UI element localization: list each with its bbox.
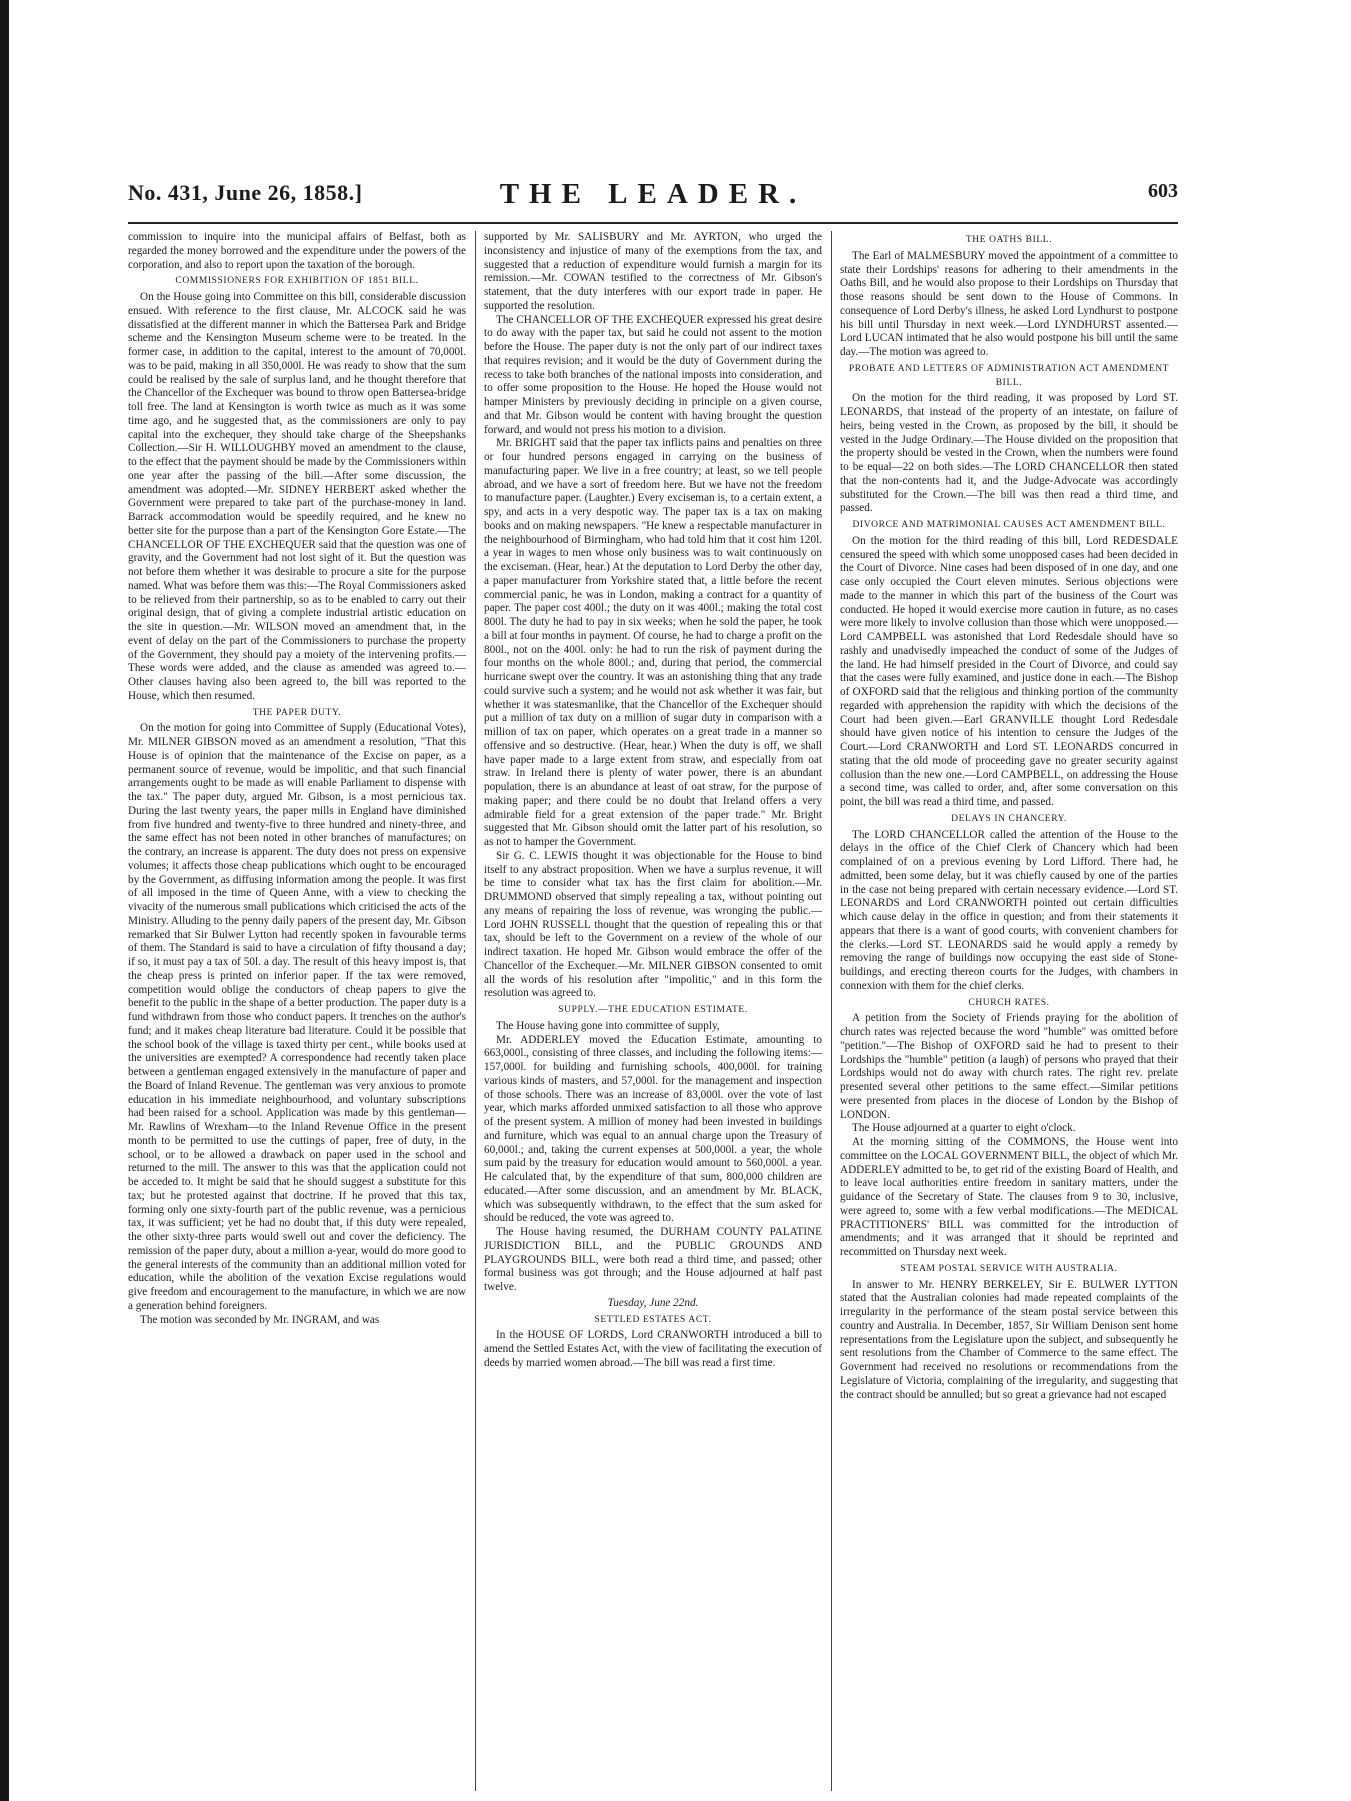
column-3 <box>840 231 1178 1791</box>
scan-binding-edge <box>0 0 9 1801</box>
paragraph: The House having gone into committee of supply, <box>496 1019 720 1032</box>
article-columns <box>128 231 1178 1791</box>
paragraph: On the House going into Committee on this bill, considerable discussion ensued. With reference to the first clause, Mr. ALCOCK said he was dissatisfied at the different manner in which the Battersea Park and Bridge scheme and the Kensington Museum scheme were to be treated. In the former case, in addition to the capital, interest to the amount of 70,000l. was to be paid, making in all 350,000l. He was ready to show that the sum could be realised by the sale of surplus land, and he thought therefore that the Chancellor of the Exchequer was bound to throw open Battersea-bridge toll free. The land at Kensington is worth twice as much as it was some time ago, and he suggested that, as the commissioners are only to pay capital into the exchequer, they should take charge of the Sheepshanks Collection.—Sir H. WILLOUGHBY moved an amendment to the clause, to the effect that the payment should be made by the Commissioners within one year after the passing of the bill.—After some discussion, the amendment was adopted.—Mr. SIDNEY HERBERT asked whether the Government were prepared to take part of the purchase-money in land. Barrack accommodation would be speedily required, and he knew no better site for the purpose than a part of the Kensington Gore Estate.—The CHANCELLOR OF THE EXCHEQUER said that the question was one of gravity, and the Government had not lost sight of it. But the question was not before them whether it was desirable to procure a site for the purpose named. What was before them was this:—The Royal Commissioners asked to be relieved from their partnership, so as to be enabled to carry out their original design, that of giving a complete industrial artistic education on the site in question.—Mr. WILSON moved an amendment that, in the event of delay on the part of the Commissioners to purchase the property of the Government, they should pay a moiety of the intervening profits.—These words were added, and the clause as amended was agreed to.—Other clauses having also been agreed to, the bill was reported to the House, which then resumed. <box>128 291 466 702</box>
page-number: 603 <box>1148 180 1178 202</box>
paragraph: Sir G. C. LEWIS thought it was objectionable for the House to bind itself to any abstract proposition. When we have a surplus revenue, it will be time to consider what tax has the first claim for abolition.—Mr. DRUMMOND observed that simply repealing a tax, without pointing out any means of repairing the loss of revenue, was wronging the public.—Lord JOHN RUSSELL thought that the question of repealing this or that tax, should be left to the Government on a review of the whole of our indirect taxation. He hoped Mr. Gibson would embrace the offer of the Chancellor of the Exchequer.—Mr. MILNER GIBSON consented to omit all the words of his resolution after "impolitic," and in this form the resolution was agreed to. <box>484 849 822 1000</box>
section-heading: SUPPLY.—THE EDUCATION ESTIMATE. <box>558 1005 748 1015</box>
paragraph: On the motion for the third reading of this bill, Lord REDESDALE censured the speed with which some unopposed cases had been decided in the Court of Divorce. Nine cases had been disposed of in one day, and one case only occupied the Court eleven minutes. Serious objections were made to the manner in which this part of the business of the Court was conducted. He hoped it would exercise more caution in future, as no cases were more likely to involve collusion than those which were unopposed.—Lord CAMPBELL was astonished that Lord Redesdale should have so rashly and unadvisedly impeached the conduct of some of the Judges of the land. He had himself presided in the Court of Divorce, and could say that the cases were fully examined, and justice done in each.—The Bishop of OXFORD said that the religious and thinking portion of the community regarded with apprehension the rapidity with which the decisions of the Court had been given.—Earl GRANVILLE thought Lord Redesdale should have given notice of his intention to censure the Judges of the Court.—Lord CRANWORTH and Lord ST. LEONARDS concurred in stating that the old mode of proceeding gave no greater security against collusion than the new one.—Lord CAMPBELL, on addressing the House a second time, was called to order, and, after some conversation on this point, the bill was read a third time, and passed. <box>840 534 1178 808</box>
column-rule <box>831 231 832 1791</box>
dateline: Tuesday, June 22nd. <box>607 1296 699 1309</box>
paragraph: The LORD CHANCELLOR called the attention of the House to the delays in the office of the Chief Clerk of Chancery which had been complained of on a previous evening by Lord Lifford. There had, he admitted, been some delay, but it was chiefly caused by one of the parties in the case not being prepared with certain necessary evidence.—Lord ST. LEONARDS and Lord CRANWORTH pointed out certain difficulties which cause delay in the office in question; and from their statements it appears that there is a want of good courts, with convenient chambers for the clerks.—Lord ST. LEONARDS said he would apply a remedy by removing the range of buildings now occupying the east side of Stone-buildings, and erecting thereon courts for the Judges, with chambers in connexion with them for the chief clerks. <box>840 828 1178 992</box>
paragraph: The motion was seconded by Mr. INGRAM, and was <box>140 1313 380 1326</box>
section-heading: PROBATE AND LETTERS OF ADMINISTRATION ACT AMENDMENT BILL. <box>848 363 1170 388</box>
newspaper-page <box>128 176 1178 1401</box>
masthead <box>128 176 1178 224</box>
paragraph: On the motion for the third reading, it was proposed by Lord ST. LEONARDS, that instead of the property of an intestate, on failure of heirs, being vested in the Crown, as proposed by the bill, it should be vested in the Judge Ordinary.—The House divided on the proposition that the property should be vested in the Crown, when the numbers were found to be equal—22 on both sides.—The LORD CHANCELLOR then stated that the non-contents had it, and the Judge-Advocate was accordingly substituted for the Crown.—The bill was then read a third time, and passed. <box>840 392 1178 515</box>
section-heading: STEAM POSTAL SERVICE WITH AUSTRALIA. <box>900 1263 1118 1274</box>
paragraph: commission to inquire into the municipal affairs of Belfast, both as regarded the money borrowed and the expenditure under the powers of the corporation, and also to report upon the taxation of the borough. <box>128 231 466 271</box>
paragraph: Mr. ADDERLEY moved the Education Estimate, amounting to 663,000l., consisting of three classes, and including the following items:—157,000l. for building and furnishing schools, 400,000l. for training various kinds of masters, and 57,000l. for the management and inspection of those schools. There was an increase of 83,000l. over the vote of last year, which marks afforded unmixed satisfaction to all those who approve of the present system. A million of money had been invested in buildings and furniture, which was equal to an annual charge upon the Treasury of 60,000l.; and, taking the current expenses at 500,000l. a year, the whole sum paid by the treasury for education would amount to 560,000l. a year. He calculated that, by the expenditure of that sum, 800,000 children are educated.—After some discussion, and an amendment by Mr. BLACK, which was subsequently withdrawn, to the effect that the sum asked for should be reduced, the vote was agreed to. <box>484 1033 822 1225</box>
section-heading: CHURCH RATES. <box>968 997 1050 1008</box>
newspaper-title: THE LEADER. <box>499 178 807 210</box>
paragraph: The House having resumed, the DURHAM COUNTY PALATINE JURISDICTION BILL, and the PUBLIC GROUNDS AND PLAYGROUNDS BILL, were both read a third time, and passed; other formal business was got through; and the House adjourned at half past twelve. <box>484 1226 822 1293</box>
issue-date: No. 431, June 26, 1858.] <box>128 180 363 205</box>
section-heading: THE PAPER DUTY. <box>252 707 342 718</box>
paragraph: The House adjourned at a quarter to eight o'clock. <box>852 1122 1076 1135</box>
paragraph: The Earl of MALMESBURY moved the appointment of a committee to state their Lordships' reasons for adhering to their amendments in the Oaths Bill, and he would also propose to their Lordships on Thursday that those reasons should be sent down to the House of Commons. In consequence of Lord Derby's illness, he asked Lord Lyndhurst to postpone his bill until Thursday in next week.—Lord LYNDHURST assented.—Lord LUCAN intimated that he also would postpone his bill until the same day.—The motion was agreed to. <box>840 249 1178 358</box>
section-heading: DELAYS IN CHANCERY. <box>951 813 1067 824</box>
paragraph: The CHANCELLOR OF THE EXCHEQUER expressed his great desire to do away with the paper tax, but said he could not assent to the motion before the House. The paper duty is not the only part of our indirect taxes that requires revision; and it would be the duty of Government during the recess to take both branches of the national imposts into consideration, and to offer some proposition to the House. He hoped the House would not hamper Ministers by previously deciding in principle on a given course, and that Mr. Gibson would be content with having brought the question forward, and would not press his motion to a division. <box>484 313 822 436</box>
paragraph: In answer to Mr. HENRY BERKELEY, Sir E. BULWER LYTTON stated that the Australian colonies had made repeated complaints of the irregularity in the performance of the steam postal service between this country and Australia. In December, 1857, Sir William Denison sent home representations from the Legislature upon the subject, and subsequently he sent resolutions from the Chamber of Commerce to the same effect. The Government had received no resolutions or recommendations from the Legislature of Victoria, complaining of the irregularity, and suggesting that the contract should be annulled; but so great a grievance had not escaped <box>840 1278 1178 1401</box>
section-heading: SETTLED ESTATES ACT. <box>594 1314 712 1325</box>
section-heading: COMMISSIONERS FOR EXHIBITION OF 1851 BILL. <box>175 276 419 287</box>
column-rule <box>475 231 476 1791</box>
paragraph: On the motion for going into Committee of Supply (Educational Votes), Mr. MILNER GIBSON moved as an amendment a resolution, "That this House is of opinion that the maintenance of the Excise on paper, as a permanent source of revenue, would be impolitic, and that such financial arrangements ought to be made as will enable Parliament to dispense with the tax." The paper duty, argued Mr. Gibson, is a most pernicious tax. During the last twenty years, the paper mills in England have diminished from five hundred and twenty-five to three hundred and ninety-three, and the same effect has not been noted in other branches of manufactures; on the contrary, an increase is apparent. The duty does not press on expensive volumes; it affects those cheap publications which ought to be encouraged by the Government, as diffusing information among the people. It was first of all imposed in the time of Queen Anne, with a view to checking the vivacity of the numerous small publications which criticised the acts of the Ministry. Alluding to the penny daily papers of the present day, Mr. Gibson remarked that Sir Bulwer Lytton had recently spoken in favourable terms of them. The Standard is said to have a circulation of fifty thousand a day; if so, it must pay a tax of 50l. a day. The result of this heavy impost is, that the cheap press is printed on inferior paper. If the tax were removed, competition would oblige the conductors of cheap papers to give the benefit to the public in the shape of a better production. The paper duty is a fund withdrawn from those who conduct papers. It trenches on the author's fund; and it makes cheap literature bad literature. Could it be possible that the school book of the village is taxed thirty per cent., while books used at the universities are exempted? A correspondence had recently taken place between a gentleman engaged extensively in the manufacture of paper and the Board of Inland Revenue. The gentleman was very anxious to promote education in his immediate neighbourhood, and voluntary subscriptions had been raised for a school. Application was made by this gentleman—Mr. Rawlins of Wrexham—to the Inland Revenue Office in the present month to be permitted to use the cuttings of paper, free of duty, in the school, or to be allowed a drawback on paper used in the school and returned to the mill. The answer to this was that the application could not be acceded to. It might be said that he should suggest a substitute for this tax; but he protested against that doctrine. If he proved that this tax, forming only one sixty-fourth part of the public revenue, was a pernicious tax, it was sufficient; yet he had no doubt that, if this duty were repealed, the other sixty-three parts would swell out and cover the deficiency. The remission of the paper duty, about a million a-year, would do more good to the general interests of the community than an additional million voted for education, while the abolition of the vexation Excise regulations would give freedom and encouragement to the manufacture, in which we are now a generation behind foreigners. <box>128 722 466 1312</box>
paragraph: supported by Mr. SALISBURY and Mr. AYRTON, who urged the inconsistency and injustice of many of the exemptions from the tax, and suggested that a reduction of expenditure would furnish a margin for its remission.—Mr. COWAN testified to the correctness of Mr. Gibson's statement, that the duty interferes with our export trade in paper. He supported the resolution. <box>484 231 822 312</box>
paragraph: At the morning sitting of the COMMONS, the House went into committee on the LOCAL GOVERNMENT BILL, the object of which Mr. ADDERLEY admitted to be, to get rid of the existing Board of Health, and to leave local authorities entire freedom in sanitary matters, under the guidance of the Secretary of State. The clauses from 9 to 30, inclusive, were agreed to, some with a few verbal modifications.—The MEDICAL PRACTITIONERS' BILL was committed for the introduction of amendments; and it was arranged that it should be reprinted and recommitted on Thursday next week. <box>840 1136 1178 1258</box>
section-heading: DIVORCE AND MATRIMONIAL CAUSES ACT AMENDMENT BILL. <box>852 520 1166 530</box>
column-2 <box>484 231 822 1791</box>
paragraph: In the HOUSE OF LORDS, Lord CRANWORTH introduced a bill to amend the Settled Estates Act, with the view of facilitating the execution of deeds by married women abroad.—The bill was read a first time. <box>484 1329 822 1369</box>
section-heading: THE OATHS BILL. <box>965 235 1053 245</box>
paragraph: A petition from the Society of Friends praying for the abolition of church rates was rejected because the word "humble" was omitted before "petition."—The Bishop of OXFORD said he had to present to their Lordships the "humble" petition (a laugh) of persons who prayed that their Lordships would not do away with church rates. The right rev. prelate presented several other petitions to the same effect.—Similar petitions were presented from places in the diocese of London by the Bishop of LONDON. <box>840 1012 1178 1121</box>
column-1 <box>128 231 466 1791</box>
paragraph: Mr. BRIGHT said that the paper tax inflicts pains and penalties on three or four hundred persons engaged in carrying on the business of manufacturing paper. We live in a free country; at least, so we tell people abroad, and we have a sort of freedom here. But we have not the freedom to manufacture paper. (Laughter.) Every exciseman is, to a certain extent, a spy, and acts in a very despotic way. The paper tax is a tax on making books and on making newspapers. "He knew a respectable manufacturer in the neighbourhood of Birmingham, who had told him that it cost him 120l. a year in wages to men whose only business was to wait continuously on the exciseman. (Hear, hear.) At the deputation to Lord Derby the other day, a paper manufacturer from Yorkshire stated that, a little before the recent commercial panic, he was in London, making a contract for a quantity of paper. The paper cost 400l.; the duty on it was 400l.; making the total cost 800l. The duty he had to pay in six weeks; when he sold the paper, he took a bill at four months in payment. Of course, he had to charge a profit on the 800l., not on the 400l. only: he had to run the risk of payment during the four months on the whole 800l.; and, during that period, the commercial hurricane swept over the country. It was an astonishing thing that any trade could survive such a system; and he would not ask whether it was fair, but whether it was statesmanlike, that the Chancellor of the Exchequer should put a million of tax duty on a million of sugar duty in comparison with a million of tax on paper, which operates on a great trade in a manner so offensive and so destructive. (Hear, hear.) When the duty is off, we shall have paper made to a large extent from straw, and especially from oat straw. In Ireland there is plenty of water power, there is an abundant population, there is an abundance at least of oat straw, for the purpose of making paper; and there could be no doubt that Ireland offers a very admirable field for a great extension of the paper trade." Mr. Bright suggested that Mr. Gibson should omit the latter part of his resolution, so as not to hamper the Government. <box>484 437 822 848</box>
